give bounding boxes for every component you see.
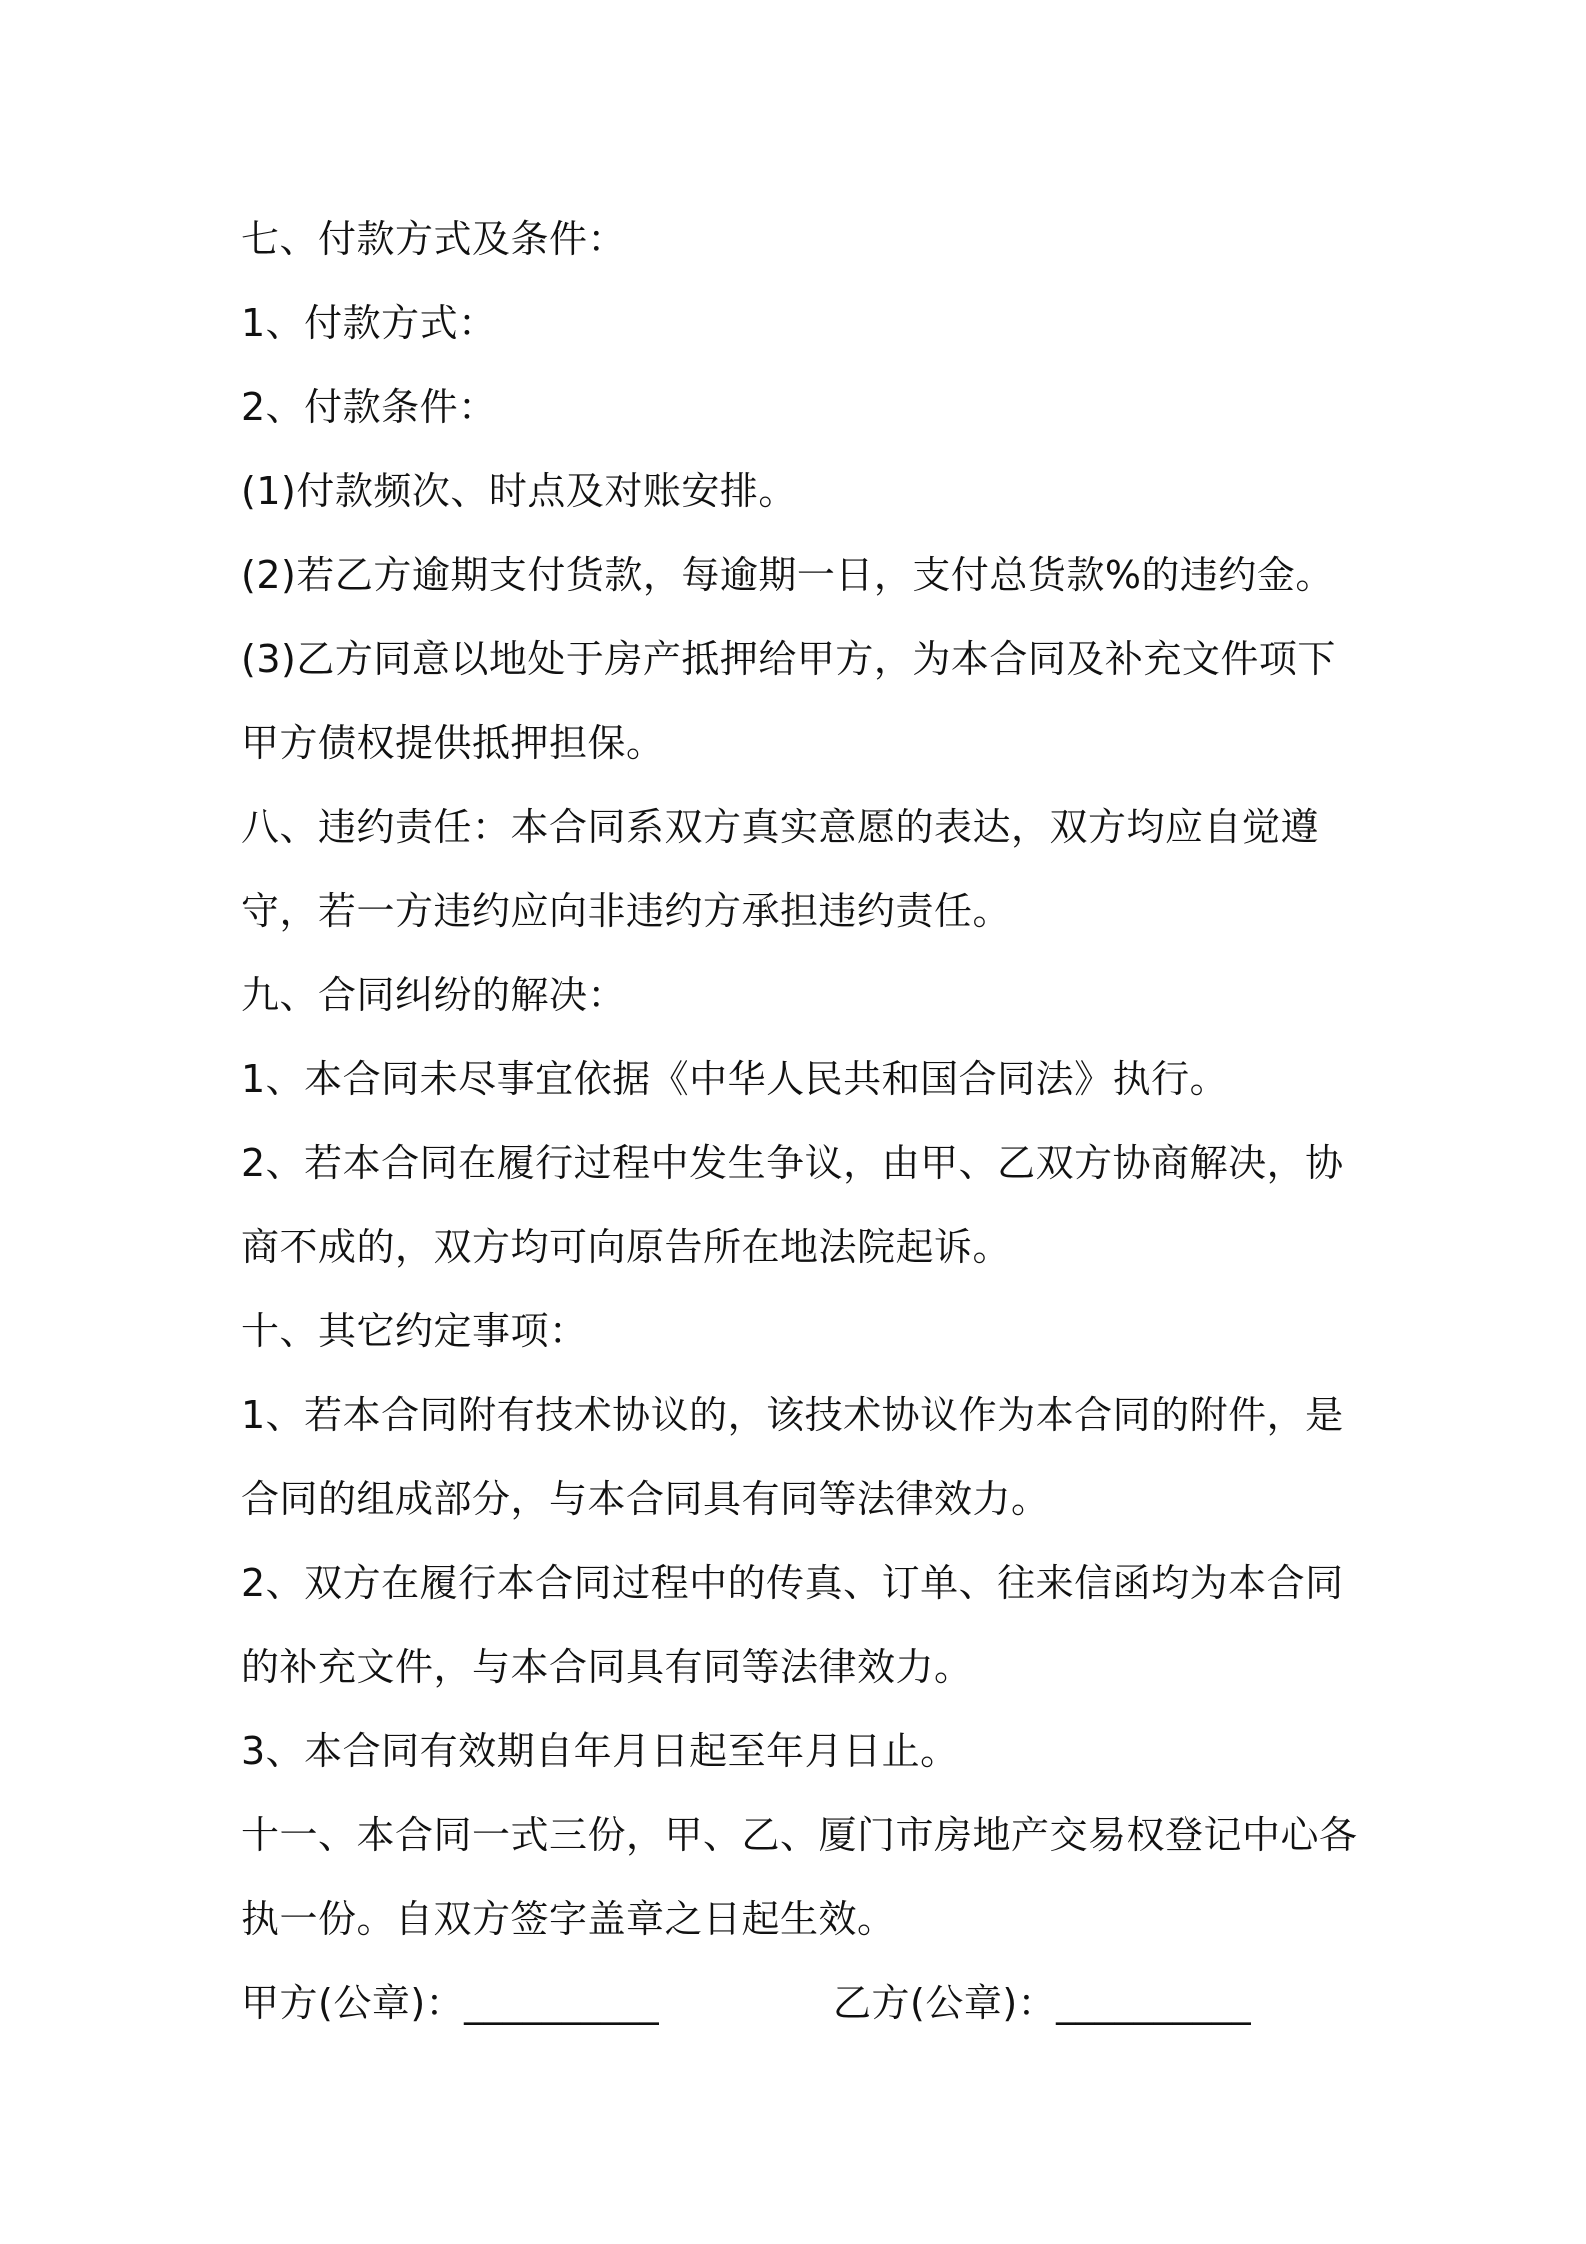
- section-7-heading: 七、付款方式及条件：: [241, 217, 627, 261]
- section-11-copies-clause: 十一、本合同一式三份，甲、乙、厦门市房地产交易权登记中心各执一份。自双方签字盖章之日起生效。: [241, 1813, 1358, 1941]
- supplementary-documents-clause: 2、双方在履行本合同过程中的传真、订单、往来信函均为本合同的补充文件，与本合同具有同等法律效力。: [241, 1561, 1344, 1689]
- party-a-signature: [241, 1961, 833, 2045]
- signature-row: [241, 1961, 1361, 2045]
- technical-agreement-clause: 1、若本合同附有技术协议的，该技术协议作为本合同的附件，是合同的组成部分，与本合同具有同等法律效力。: [241, 1393, 1344, 1521]
- payment-conditions-item: 2、付款条件：: [241, 385, 497, 429]
- payment-frequency-clause: (1)付款频次、时点及对账安排。: [241, 469, 797, 513]
- party-b-label: 乙方(公章)：: [833, 1981, 1057, 2025]
- validity-period-clause: 3、本合同有效期自年月日起至年月日止。: [241, 1729, 959, 1773]
- party-a-label: 甲方(公章)：: [241, 1981, 465, 2025]
- party-a-signature-line: __________: [464, 1981, 660, 2025]
- section-8-breach-liability: 八、违约责任：本合同系双方真实意愿的表达，双方均应自觉遵守，若一方违约应向非违约方承担违约责任。: [241, 805, 1320, 933]
- section-9-heading: 九、合同纠纷的解决：: [241, 973, 627, 1017]
- dispute-resolution-clause: 2、若本合同在履行过程中发生争议，由甲、乙双方协商解决，协商不成的，双方均可向原告所在地法院起诉。: [241, 1141, 1344, 1269]
- mortgage-clause: (3)乙方同意以地处于房产抵押给甲方，为本合同及补充文件项下甲方债权提供抵押担保。: [241, 637, 1336, 765]
- payment-method-item: 1、付款方式：: [241, 301, 497, 345]
- contract-body: [241, 197, 1361, 2045]
- section-10-heading: 十、其它约定事项：: [241, 1309, 588, 1353]
- governing-law-clause: 1、本合同未尽事宜依据《中华人民共和国合同法》执行。: [241, 1057, 1229, 1101]
- late-payment-clause: (2)若乙方逾期支付货款，每逾期一日，支付总货款%的违约金。: [241, 553, 1334, 597]
- party-b-signature-line: __________: [1056, 1981, 1252, 2025]
- party-b-signature: [833, 1961, 1251, 2045]
